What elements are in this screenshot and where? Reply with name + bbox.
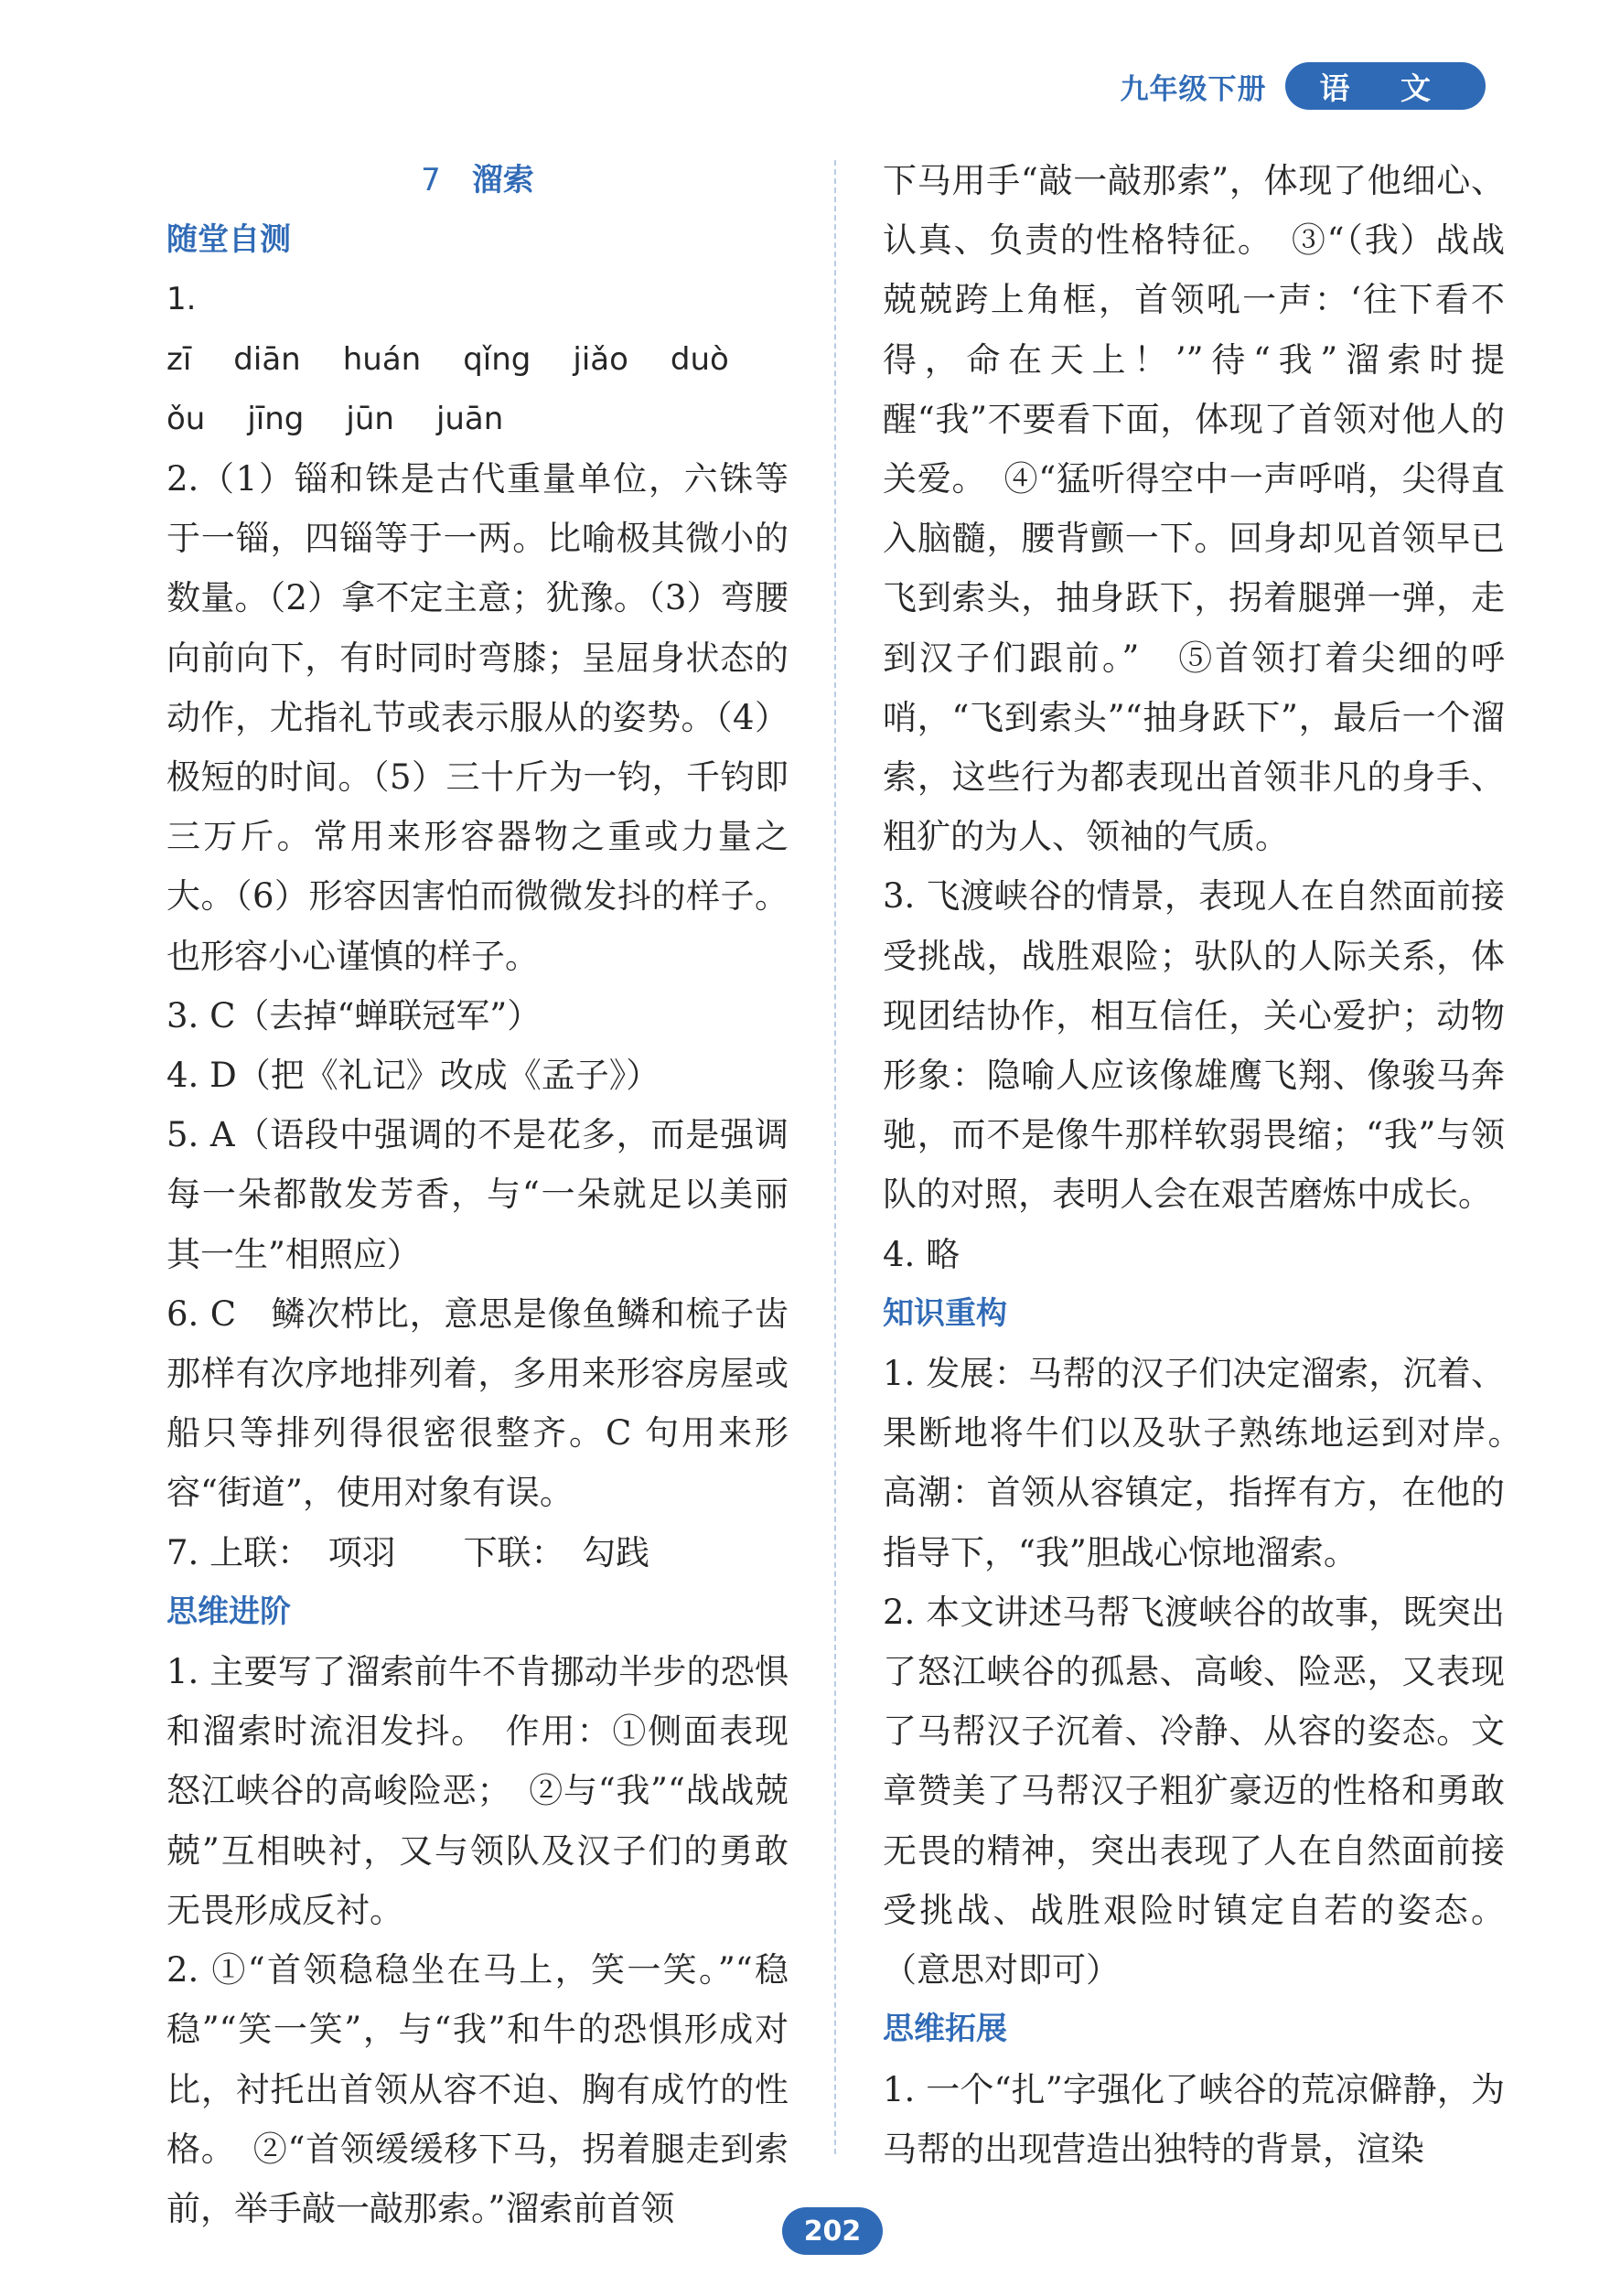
section-heading-thinking-extend: 思维拓展: [883, 2011, 1007, 2048]
answer-7: 7. 上联： 项羽 下联： 勾践: [166, 1532, 650, 1572]
thinking-answer-4: 4. 略: [883, 1234, 960, 1274]
pinyin-item: 1. zī: [166, 281, 197, 378]
answer-5: 5. A（语段中强调的不是花多，而是强调每一朵都散发芳香，与“一朵就足以美丽其一生”相照应）: [166, 1115, 789, 1274]
pinyin-item: ǒu: [166, 400, 206, 437]
thinking-answer-2-continued: 下马用手“敲一敲那索”，体现了他细心、认真、负责的性格特征。 ③“（我）战战兢兢跨上角框，首领吼一声：‘往下看不得，命在天上！’”待“我”溜索时提醒“我”不要看下面，体现了首领对他人的关爱。 ④“猛听得空中一声呼哨，尖得直入脑髓，腰背颤一下。回身却见首领早已飞到索头，抽身跃下，拐着腿弹一弹，走到汉子们跟前。” ⑤首领打着尖细的呼哨，“飞到索头”“抽身跃下”，最后一个溜索，这些行为都表现出首领非凡的身手、粗犷的为人、领袖的气质。: [883, 161, 1505, 857]
pinyin-item: qǐng: [463, 340, 531, 378]
answer-4: 4. D（把《礼记》改成《孟子》）: [166, 1056, 660, 1096]
lesson-number: 7: [421, 162, 441, 198]
section-heading-knowledge-rebuild: 知识重构: [883, 1294, 1007, 1332]
lesson-title: [166, 151, 789, 210]
pinyin-line-2: [166, 390, 789, 449]
answer-6: 6. C 鳞次栉比，意思是像鱼鳞和梳子齿那样有次序地排列着，多用来形容房屋或船只等排列得很密很整齐。C 句用来形容“街道”，使用对象有误。: [166, 1293, 789, 1513]
thinking-answer-3: 3. 飞渡峡谷的情景，表现人在自然面前接受挑战，战胜艰险；驮队的人际关系，体现团结协作，相互信任，关心爱护；动物形象：隐喻人应该像雄鹰飞翔、像骏马奔驰，而不是像牛那样软弱畏缩；“我”与领队的对照，表明人会在艰苦磨炼中成长。: [883, 876, 1505, 1215]
pinyin-item: diān: [233, 340, 301, 378]
pinyin-line-1: [166, 270, 789, 389]
pinyin-item: jiǎo: [573, 340, 628, 378]
section-heading-self-test: 随堂自测: [166, 221, 291, 259]
column-divider: [834, 160, 836, 2154]
subject-badge: 语 文: [1285, 62, 1486, 110]
thinking-answer-1: 1. 主要写了溜索前牛不肯挪动半步的恐惧和溜索时流泪发抖。 作用：①侧面表现怒江峡谷的高峻险恶； ②与“我”“战战兢兢”互相映衬，又与领队及汉子们的勇敢无畏形成反衬。: [166, 1652, 789, 1930]
pinyin-item: huán: [342, 340, 422, 378]
lesson-name: 溜索: [471, 162, 534, 198]
thinking-answer-2: 2. ①“首领稳稳坐在马上，笑一笑。”“稳稳”“笑一笑”，与“我”和牛的恐惧形成对比，衬托出首领从容不迫、胸有成竹的性格。 ②“首领缓缓移下马，拐着腿走到索前，举手敲一敲那索。”溜索前首领: [166, 1950, 789, 2228]
page-header: [1121, 62, 1486, 110]
extend-answer-1: 1. 一个“扎”字强化了峡谷的荒凉僻静，为马帮的出现营造出独特的背景，渲染: [883, 2069, 1505, 2169]
pinyin-item: jīng: [247, 400, 305, 437]
section-heading-thinking-advance: 思维进阶: [166, 1593, 291, 1630]
pinyin-item: juān: [435, 400, 504, 437]
right-column: [883, 151, 1539, 2179]
grade-label: 九年级下册: [1120, 72, 1267, 106]
pinyin-item: duò: [670, 340, 729, 378]
answer-2: 2.（1）锱和铢是古代重量单位，六铢等于一锱，四锱等于一两。比喻极其微小的数量。（2）拿不定主意；犹豫。（3）弯腰向前向下，有时同时弯膝；呈屈身状态的动作，尤指礼节或表示服从的姿势。（4）极短的时间。（5）三十斤为一钧，千钧即三万斤。常用来形容器物之重或力量之大。（6）形容因害怕而微微发抖的样子。也形容小心谨慎的样子。: [166, 459, 789, 976]
pinyin-item: jūn: [346, 400, 394, 437]
page-number: 202: [782, 2207, 883, 2255]
knowledge-answer-1: 1. 发展：马帮的汉子们决定溜索，沉着、果断地将牛们以及驮子熟练地运到对岸。 高潮：首领从容镇定，指挥有方，在他的指导下，“我”胆战心惊地溜索。: [883, 1354, 1539, 1572]
left-column: [166, 151, 789, 2238]
answer-3: 3. C（去掉“蝉联冠军”）: [166, 995, 542, 1035]
knowledge-answer-2: 2. 本文讲述马帮飞渡峡谷的故事，既突出了怒江峡谷的孤悬、高峻、险恶，又表现了马帮汉子沉着、冷静、从容的姿态。文章赞美了马帮汉子粗犷豪迈的性格和勇敢无畏的精神，突出表现了人在自然面前接受挑战、战胜艰险时镇定自若的姿态。（意思对即可）: [883, 1592, 1505, 1990]
